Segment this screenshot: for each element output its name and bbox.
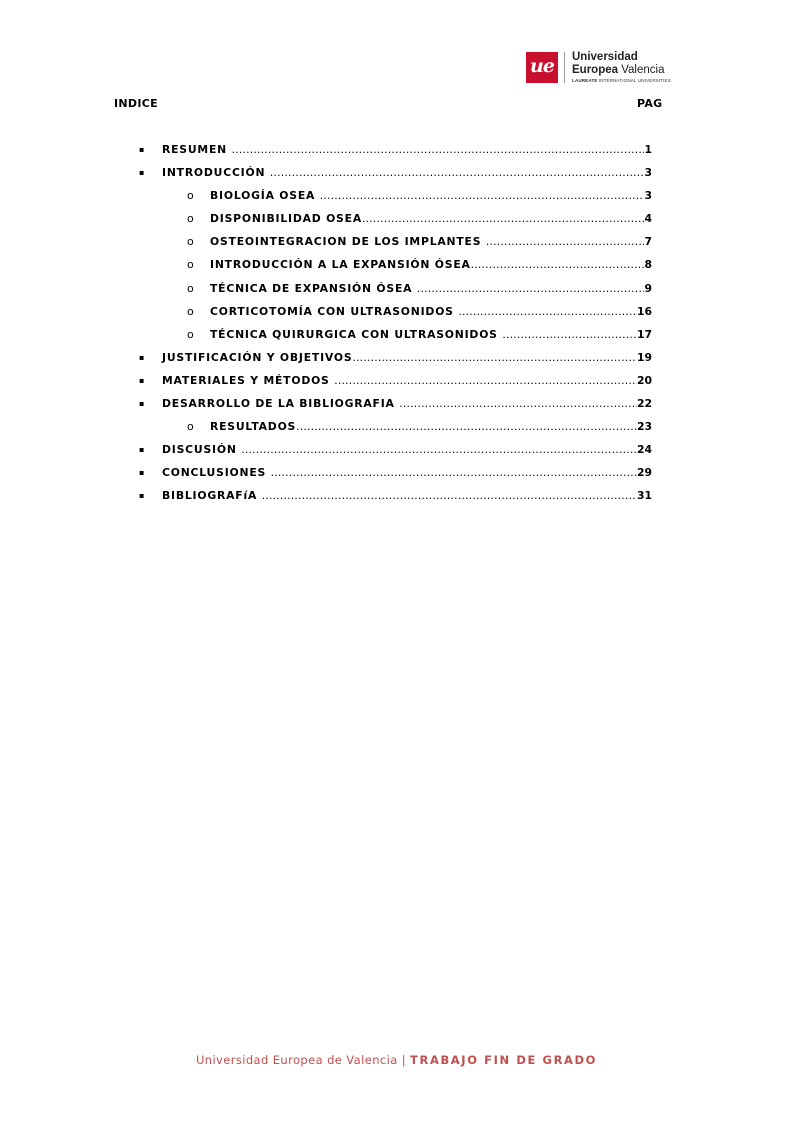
toc-entry-line	[210, 305, 652, 318]
logo-line-2	[572, 65, 671, 77]
toc-entry-line	[162, 397, 652, 410]
toc-entry-line	[162, 143, 652, 156]
toc-entry-page-number: 31	[636, 489, 652, 503]
toc-entry-line	[162, 466, 652, 479]
toc-entry[interactable]	[0, 185, 793, 208]
index-heading: INDICE	[114, 97, 158, 110]
footer-university: Universidad Europea de Valencia |	[195, 1053, 411, 1067]
logo-divider	[564, 52, 565, 83]
dot-leader	[232, 143, 645, 156]
toc-entry-page-number: 17	[636, 327, 652, 341]
toc-entry-line	[210, 212, 652, 225]
toc-entry-page-number: 4	[644, 212, 652, 226]
toc-entry-line	[162, 489, 652, 502]
toc-entry[interactable]	[0, 393, 793, 416]
toc-entry-line	[210, 328, 652, 341]
logo-line-1: Universidad	[572, 51, 638, 63]
square-bullet-icon: ▪	[139, 399, 146, 409]
square-bullet-icon: ▪	[139, 145, 146, 154]
dot-leader	[262, 489, 637, 502]
toc-entry-page-number: 24	[636, 443, 652, 457]
dot-leader	[399, 397, 637, 410]
toc-entry-label: DESARROLLO DE LA BIBLIOGRAFIA	[162, 397, 400, 411]
toc-entry[interactable]	[0, 208, 793, 231]
toc-entry[interactable]	[0, 231, 793, 254]
toc-entry-label: BIOLOGÍA OSEA	[210, 189, 320, 203]
toc-entry-line	[210, 282, 652, 295]
toc-entry-label: DISPONIBILIDAD OSEA	[210, 212, 362, 226]
circle-bullet-icon: o	[187, 420, 194, 434]
logo-line-2-rest: Valencia	[621, 63, 665, 76]
toc-entry-line	[210, 189, 652, 202]
toc-entry-page-number: 23	[636, 420, 652, 434]
dot-leader	[362, 212, 645, 225]
toc-entry-line	[162, 166, 652, 179]
toc-entry[interactable]	[0, 139, 793, 162]
dot-leader	[486, 235, 645, 248]
university-logo	[526, 52, 671, 84]
page-footer	[0, 1053, 793, 1067]
toc-entry-page-number: 9	[644, 281, 652, 295]
toc-entry-page-number: 7	[644, 235, 652, 249]
toc-entry[interactable]	[0, 462, 793, 485]
square-bullet-icon: ▪	[139, 468, 146, 478]
toc-entry-label: TÉCNICA DE EXPANSIÓN ÓSEA	[210, 281, 417, 295]
circle-bullet-icon: o	[187, 212, 194, 226]
toc-entry[interactable]	[0, 324, 793, 347]
toc-entry[interactable]	[0, 162, 793, 185]
table-of-contents	[0, 139, 793, 509]
dot-leader	[417, 282, 645, 295]
toc-entry-label: INTRODUCCIÓN A LA EXPANSIÓN ÓSEA	[210, 258, 471, 272]
toc-entry-label: RESUMEN	[162, 143, 232, 156]
logo-line-3	[572, 79, 671, 84]
circle-bullet-icon: o	[187, 258, 194, 272]
dot-leader	[458, 305, 637, 318]
toc-entry-label: BIBLIOGRAFíA	[162, 489, 262, 503]
dot-leader	[471, 258, 645, 271]
dot-leader	[320, 189, 645, 202]
toc-entry-line	[210, 235, 652, 248]
toc-entry-page-number: 19	[636, 350, 652, 364]
circle-bullet-icon: o	[187, 235, 194, 249]
logo-line-3-bold: LAUREATE	[572, 78, 598, 83]
square-bullet-icon: ▪	[139, 352, 146, 362]
toc-entry-page-number: 16	[636, 304, 652, 318]
toc-entry-page-number: 3	[644, 166, 652, 180]
toc-entry-label: OSTEOINTEGRACION DE LOS IMPLANTES	[210, 235, 486, 249]
circle-bullet-icon: o	[187, 189, 194, 203]
dot-leader	[502, 328, 637, 341]
toc-entry-label: INTRODUCCIÓN	[162, 166, 270, 180]
circle-bullet-icon: o	[187, 327, 194, 341]
square-bullet-icon: ▪	[139, 445, 146, 455]
dot-leader	[352, 351, 637, 364]
square-bullet-icon: ▪	[139, 375, 146, 385]
dot-leader	[296, 420, 637, 433]
toc-entry-label: RESULTADOS	[210, 420, 297, 434]
toc-entry-page-number: 1	[644, 143, 652, 156]
circle-bullet-icon: o	[187, 304, 194, 318]
dot-leader	[241, 443, 637, 456]
toc-entry[interactable]	[0, 301, 793, 324]
toc-entry-line	[162, 374, 652, 387]
logo-wordmark	[572, 52, 671, 84]
toc-entry[interactable]	[0, 485, 793, 508]
square-bullet-icon: ▪	[139, 491, 146, 501]
toc-entry-label: TÉCNICA QUIRURGICA CON ULTRASONIDOS	[210, 327, 503, 341]
toc-entry[interactable]	[0, 416, 793, 439]
toc-entry-line	[210, 258, 652, 271]
circle-bullet-icon: o	[187, 281, 194, 295]
toc-entry-page-number: 29	[636, 466, 652, 480]
toc-entry[interactable]	[0, 254, 793, 277]
toc-entry-label: CONCLUSIONES	[162, 466, 271, 480]
toc-entry-page-number: 8	[644, 258, 652, 272]
toc-entry[interactable]	[0, 278, 793, 301]
toc-entry-label: MATERIALES Y MÉTODOS	[162, 373, 335, 387]
footer-title: TRABAJO FIN DE GRADO	[410, 1053, 598, 1067]
toc-entry-label: JUSTIFICACIÓN Y OBJETIVOS	[162, 350, 353, 364]
page-column-heading: PAG	[637, 97, 663, 110]
logo-line-3-rest: INTERNATIONAL UNIVERSITIES	[598, 78, 671, 83]
toc-entry[interactable]	[0, 347, 793, 370]
toc-entry-page-number: 22	[636, 397, 652, 411]
dot-leader	[271, 466, 637, 479]
toc-entry-label: CORTICOTOMÍA CON ULTRASONIDOS	[210, 304, 459, 318]
square-bullet-icon: ▪	[139, 168, 146, 178]
toc-entry[interactable]	[0, 439, 793, 462]
dot-leader	[334, 374, 637, 387]
dot-leader	[270, 166, 645, 179]
toc-entry-page-number: 3	[644, 189, 652, 203]
toc-entry-line	[210, 420, 652, 433]
logo-line-2-bold: Europea	[572, 63, 619, 76]
toc-entry-label: DISCUSIÓN	[162, 443, 242, 457]
toc-entry-line	[162, 351, 652, 364]
toc-entry-page-number: 20	[636, 373, 652, 387]
toc-entry-line	[162, 443, 652, 456]
toc-entry[interactable]	[0, 370, 793, 393]
ue-logo-mark: ue	[526, 52, 558, 83]
